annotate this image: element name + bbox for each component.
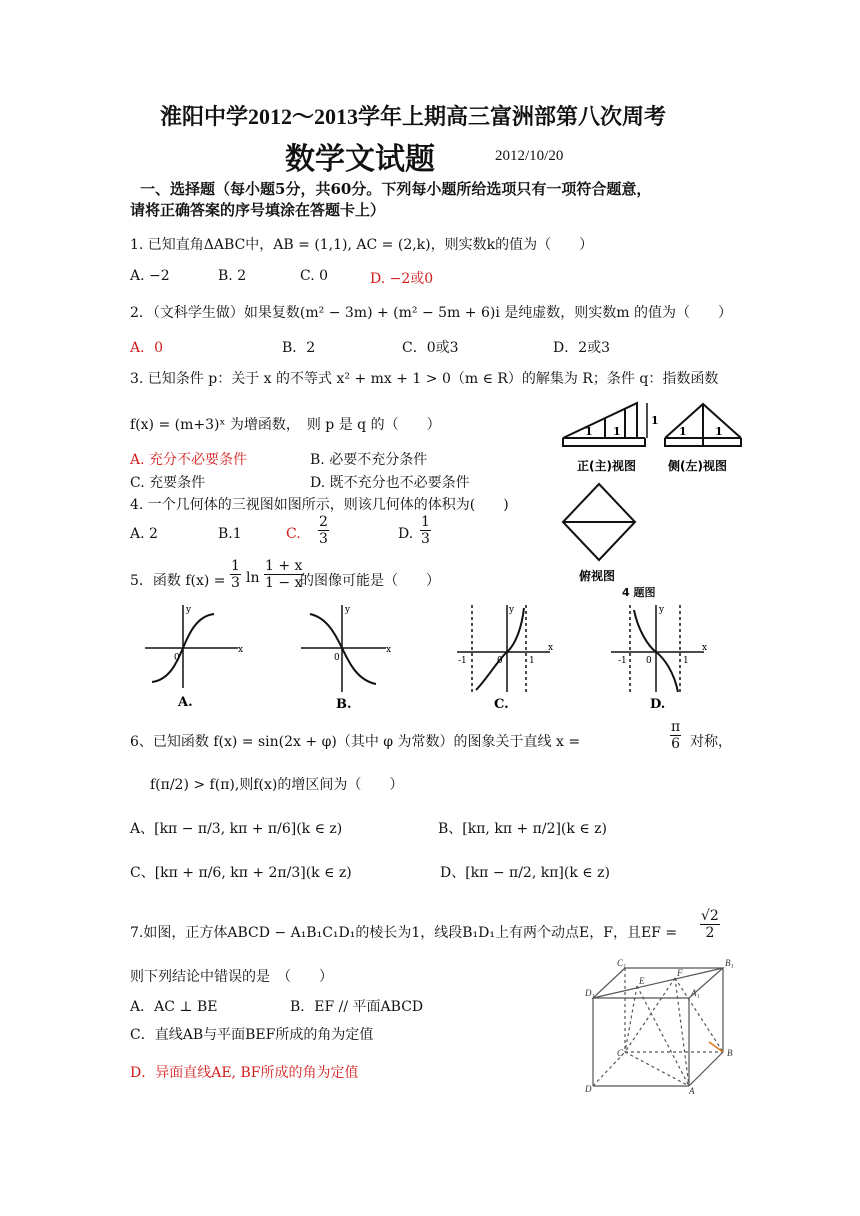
exam-date: 2012/10/20 bbox=[495, 148, 564, 164]
q7-option-b: B．EF // 平面ABCD bbox=[290, 999, 424, 1015]
top-view-label: 俯视图 bbox=[579, 569, 616, 583]
cube-label-c: C bbox=[617, 1048, 624, 1058]
cube-label-c1: C₁ bbox=[617, 958, 627, 968]
q5-function-coef: $\frac{1}{3}$ bbox=[231, 558, 240, 591]
cube-label-f: F bbox=[677, 968, 683, 978]
q4-text: 4. 一个几何体的三视图如图所示，则该几何体的体积为( ) bbox=[130, 497, 509, 513]
q5-c-x-label: x bbox=[548, 643, 554, 653]
q5-graph-d bbox=[606, 600, 716, 710]
q5-a-origin: 0 bbox=[174, 653, 180, 663]
front-view bbox=[563, 403, 647, 446]
q4-option-d: D. bbox=[398, 526, 414, 542]
cube-label-b1: B₁ bbox=[725, 958, 734, 968]
q1-option-d: D. −2或0 bbox=[370, 271, 434, 287]
q4-option-c-fraction: $\frac{2}{3}$ bbox=[319, 514, 328, 547]
q2-text: 2．（文科学生做）如果复数(m² − 3m) + (m² − 5m + 6)i 是纯虚数，则实数m 的值为（ ） bbox=[130, 305, 732, 321]
q5-c-origin: 0 bbox=[497, 656, 503, 666]
q5-d-plus-one: 1 bbox=[683, 656, 689, 666]
cube-label-a1: A₁ bbox=[691, 988, 700, 998]
q3-option-d: D. 既不充分也不必要条件 bbox=[310, 475, 470, 491]
q7-ef-fraction: $\frac{√2}{2}$ bbox=[701, 908, 719, 941]
q5-d-origin: 0 bbox=[646, 656, 652, 666]
q6-line2: f(π/2) > f(π),则f(x)的增区间为（ ） bbox=[150, 777, 404, 793]
side-view-label: 侧(左)视图 bbox=[668, 459, 727, 473]
side-unit-label-2: 1 bbox=[715, 425, 723, 438]
front-unit-label-2: 1 bbox=[613, 425, 621, 438]
q2-option-a: A．0 bbox=[130, 340, 164, 356]
q5-graph-c bbox=[452, 600, 562, 710]
q6-option-c: C、[kπ + π/6, kπ + 2π/3](k ∈ z) bbox=[130, 865, 352, 881]
q5-c-label: C. bbox=[494, 697, 509, 712]
exam-title: 数学文试题 bbox=[285, 143, 435, 176]
front-unit-label-1: 1 bbox=[585, 425, 593, 438]
q5-graph-b bbox=[296, 600, 406, 710]
front-view-label: 正(主)视图 bbox=[577, 459, 636, 473]
q3-option-b: B. 必要不充分条件 bbox=[310, 452, 428, 468]
cube-label-e: E bbox=[639, 976, 645, 986]
q3-option-a: A. 充分不必要条件 bbox=[130, 452, 248, 468]
q7-line1: 7.如图，正方体ABCD − A₁B₁C₁D₁的棱长为1，线段B₁D₁上有两个动点E，F，且EF = bbox=[130, 925, 678, 941]
q6-line1: 6、已知函数 f(x) = sin(2x + φ)（其中 φ 为常数）的图象关于直线 x = bbox=[130, 734, 581, 750]
q6-option-a: A、[kπ − π/3, kπ + π/6](k ∈ z) bbox=[130, 821, 343, 837]
q5-c-plus-one: 1 bbox=[529, 656, 535, 666]
q5-b-y-label: y bbox=[345, 605, 351, 615]
q3-line1: 3. 已知条件 p：关于 x 的不等式 x² + mx + 1 > 0（m ∈ R）的解集为 R；条件 q：指数函数 bbox=[130, 371, 719, 387]
q5-b-label: B. bbox=[336, 697, 352, 712]
q6-axis-fraction: $\frac{\pi}{6}$ bbox=[671, 719, 681, 752]
q3-line2: f(x) = (m+3)ˣ 为增函数， 则 p 是 q 的（ ） bbox=[130, 417, 441, 433]
q7-option-c: C．直线AB与平面BEF所成的角为定值 bbox=[130, 1027, 374, 1043]
q4-option-c: C. bbox=[286, 526, 301, 542]
q2-option-d: D．2或3 bbox=[553, 340, 611, 356]
q4-figure-caption: 4 题图 bbox=[622, 586, 656, 599]
q5-b-x-label: x bbox=[386, 645, 392, 655]
q7-option-a: A．AC ⊥ BE bbox=[130, 999, 218, 1015]
q6-option-d: D、[kπ − π/2, kπ](k ∈ z) bbox=[440, 865, 610, 881]
q1-option-a: A. −2 bbox=[130, 268, 170, 284]
q5-d-x-label: x bbox=[702, 643, 708, 653]
q5-d-label: D. bbox=[650, 697, 666, 712]
q7-option-d: D．异面直线AE, BF所成的角为定值 bbox=[130, 1065, 359, 1081]
q5-function-ln: ln bbox=[246, 570, 260, 586]
q5-c-minus-one: -1 bbox=[458, 656, 467, 666]
q5-a-label: A. bbox=[178, 695, 193, 710]
q5-c-y-label: y bbox=[509, 605, 515, 615]
q5-graph-a bbox=[140, 600, 250, 710]
q3-option-c: C. 充要条件 bbox=[130, 475, 206, 491]
section-heading-line1: 一、选择题（每小题5分，共60分。下列每小题所给选项只有一项符合题意， bbox=[140, 180, 652, 198]
q5-a-x-label: x bbox=[238, 645, 244, 655]
school-title: 淮阳中学2012～2013学年上期高三富洲部第八次周考 bbox=[160, 104, 667, 129]
cube-label-d1: D₁ bbox=[585, 988, 595, 998]
q4-option-d-fraction: $\frac{1}{3}$ bbox=[421, 514, 430, 547]
section-heading-line2: 请将正确答案的序号填涂在答题卡上） bbox=[130, 201, 386, 219]
three-view-figure bbox=[555, 398, 755, 598]
q4-option-b: B.1 bbox=[218, 526, 242, 542]
cube-label-a: A bbox=[689, 1086, 695, 1096]
q5-b-origin: 0 bbox=[334, 653, 340, 663]
q1-option-c: C. 0 bbox=[300, 268, 329, 284]
q6-line1-end: 对称， bbox=[690, 734, 732, 750]
cube-label-b: B bbox=[727, 1048, 733, 1058]
front-height-label: 1 bbox=[651, 414, 659, 427]
top-view bbox=[563, 484, 635, 560]
side-view bbox=[665, 404, 741, 446]
q6-option-b: B、[kπ, kπ + π/2](k ∈ z) bbox=[438, 821, 607, 837]
q5-text-prefix: 5．函数 f(x) = bbox=[130, 573, 226, 589]
q5-a-y-label: y bbox=[186, 605, 192, 615]
q2-option-c: C．0或3 bbox=[402, 340, 459, 356]
q1-option-b: B. 2 bbox=[218, 268, 247, 284]
cube-figure bbox=[585, 960, 745, 1095]
q4-option-a: A. 2 bbox=[130, 526, 158, 542]
q1-text: 1. 已知直角ΔABC中，AB = (1,1), AC = (2,k)，则实数k的值为（ ） bbox=[130, 237, 594, 253]
q5-function-arg: $\frac{1 + x}{1 - x}$ bbox=[265, 558, 303, 591]
q2-option-b: B．2 bbox=[282, 340, 316, 356]
q7-line2: 则下列结论中错误的是 （ ） bbox=[130, 969, 333, 985]
q5-d-minus-one: -1 bbox=[618, 656, 627, 666]
cube-label-d: D bbox=[585, 1084, 592, 1094]
q5-text-suffix: 的图像可能是（ ） bbox=[300, 573, 440, 589]
q5-d-y-label: y bbox=[659, 605, 665, 615]
side-unit-label-1: 1 bbox=[679, 425, 687, 438]
